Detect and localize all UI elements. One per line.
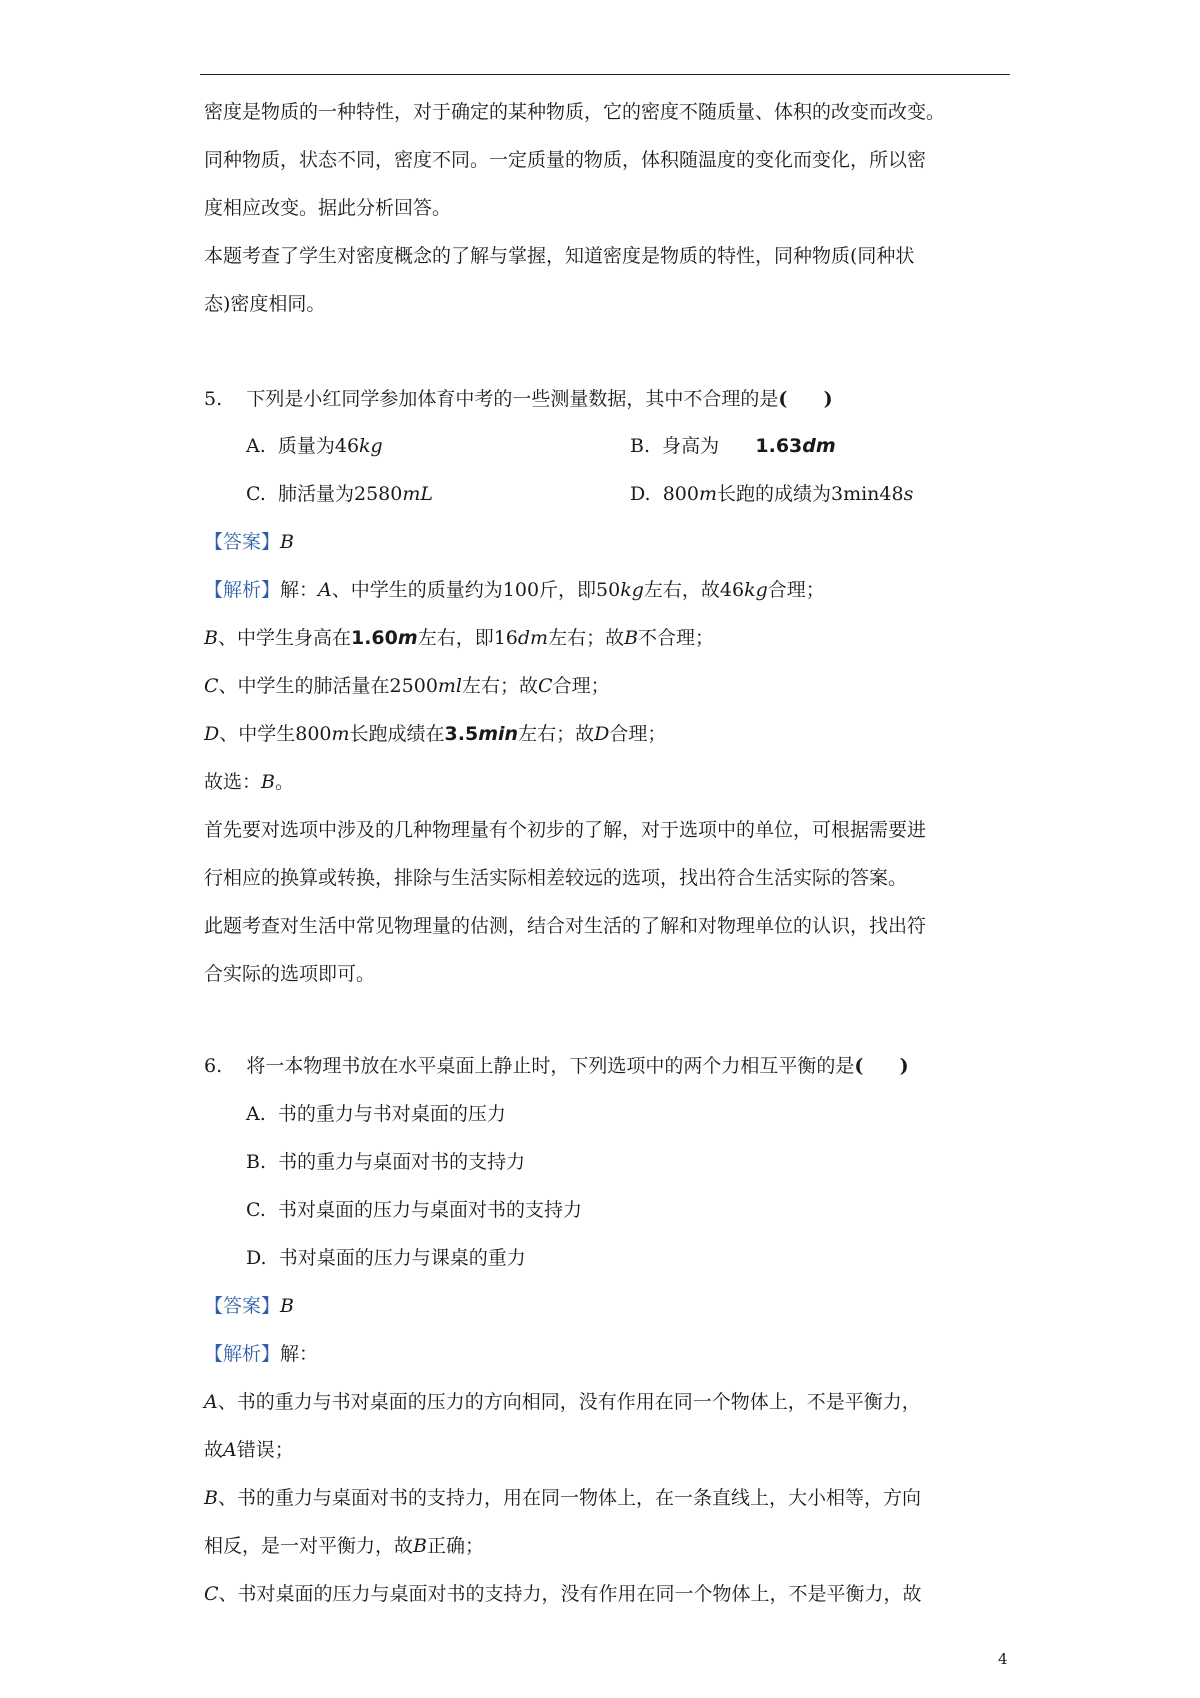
answer-value: B: [280, 1295, 294, 1317]
q6-number: 6.: [204, 1055, 223, 1077]
q6-stem-text: 将一本物理书放在水平桌面上静止时，下列选项中的两个力相互平衡的是: [246, 1055, 855, 1077]
q5-analysis-line-3: C、中学生的肺活量在2500ml左右；故C合理；: [204, 675, 610, 697]
q5-option-a: A. 质量为46kg: [246, 435, 383, 457]
q5-note-2: 行相应的换算或转换，排除与生活实际相差较远的选项，找出符合生活实际的答案。: [204, 867, 908, 889]
q6-analysis-line-4: 相反，是一对平衡力，故B正确；: [204, 1535, 484, 1557]
intro-line-1: 密度是物质的一种特性，对于确定的某种物质，它的密度不随质量、体积的改变而改变。: [204, 101, 946, 123]
q6-analysis-line-5: C、书对桌面的压力与桌面对书的支持力，没有作用在同一个物体上，不是平衡力，故: [204, 1583, 922, 1605]
q6-stem: 6. 将一本物理书放在水平桌面上静止时，下列选项中的两个力相互平衡的是( ): [204, 1055, 909, 1077]
q5-analysis-line-5: 故选：B。: [204, 771, 294, 793]
intro-line-3: 度相应改变。据此分析回答。: [204, 197, 452, 219]
q5-option-c: C. 肺活量为2580mL: [246, 483, 433, 505]
q6-option-a: A. 书的重力与书对桌面的压力: [246, 1103, 506, 1125]
q5-stem: 5. 下列是小红同学参加体育中考的一些测量数据，其中不合理的是( ): [204, 388, 833, 410]
analysis-tag: 【解析】: [204, 579, 281, 601]
q5-answer: [204, 533, 294, 552]
q6-analysis-intro: 【解析】解：: [204, 1343, 319, 1365]
q5-analysis-line-4: D、中学生800m长跑成绩在3.5min左右；故D合理；: [204, 723, 667, 745]
q5-analysis-line-1: 【解析】解：A、中学生的质量约为100斤，即50kg左右，故46kg合理；: [204, 579, 825, 601]
q5-stem-text: 下列是小红同学参加体育中考的一些测量数据，其中不合理的是: [246, 388, 779, 410]
answer-tag: 【答案】: [204, 531, 281, 553]
q6-answer: [204, 1297, 294, 1316]
q5-note-3: 此题考查对生活中常见物理量的估测，结合对生活的了解和对物理单位的认识，找出符: [204, 915, 927, 937]
intro-line-4: 本题考查了学生对密度概念的了解与掌握，知道密度是物质的特性，同种物质(同种状: [204, 245, 915, 267]
q6-analysis-line-2: 故A错误；: [204, 1439, 294, 1461]
answer-tag: 【答案】: [204, 1295, 281, 1317]
q5-analysis-line-2: B、中学生身高在1.60m左右，即16dm左右；故B不合理；: [204, 627, 715, 649]
q6-option-d: D. 书对桌面的压力与课桌的重力: [246, 1247, 526, 1269]
q6-option-c: C. 书对桌面的压力与桌面对书的支持力: [246, 1199, 583, 1221]
intro-line-2: 同种物质，状态不同，密度不同。一定质量的物质，体积随温度的变化而变化，所以密: [204, 149, 927, 171]
header-rule: [200, 74, 1010, 75]
q5-option-b: B. 身高为 1.63dm: [630, 435, 836, 457]
q5-option-d: D. 800m长跑的成绩为3min48s: [630, 483, 914, 505]
intro-line-5: 态)密度相同。: [204, 293, 326, 315]
q6-option-b: B. 书的重力与桌面对书的支持力: [246, 1151, 526, 1173]
q5-number: 5.: [204, 388, 223, 410]
page-number: 4: [998, 1650, 1008, 1668]
q5-note-4: 合实际的选项即可。: [204, 963, 376, 985]
analysis-tag: 【解析】: [204, 1343, 281, 1365]
q6-analysis-line-3: B、书的重力与桌面对书的支持力，用在同一物体上，在一条直线上，大小相等，方向: [204, 1487, 921, 1509]
q5-note-1: 首先要对选项中涉及的几种物理量有个初步的了解，对于选项中的单位，可根据需要进: [204, 819, 927, 841]
answer-value: B: [280, 531, 294, 553]
q6-analysis-line-1: A、书的重力与书对桌面的压力的方向相同，没有作用在同一个物体上，不是平衡力，: [204, 1391, 921, 1413]
